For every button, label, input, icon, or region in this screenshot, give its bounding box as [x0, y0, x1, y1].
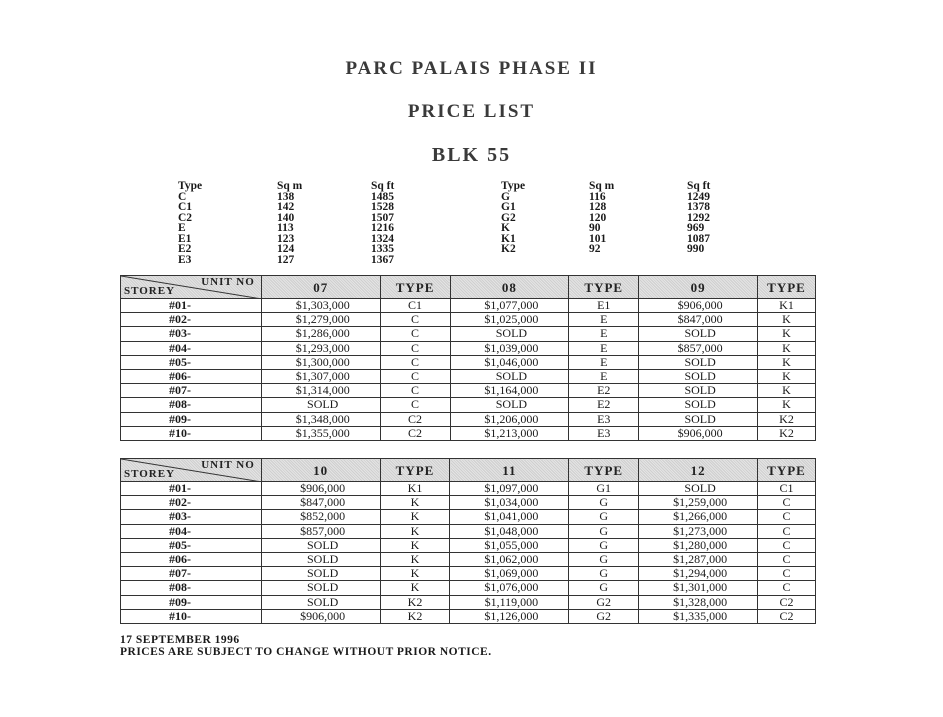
unit-area-sqft: 1249: [687, 190, 710, 203]
storey-cell: #09-: [121, 412, 262, 426]
table-row: [121, 609, 816, 623]
unit-area-sqm: 101: [589, 232, 607, 245]
storey-cell: #02-: [121, 313, 262, 327]
unit-area-sqm: 123: [277, 232, 295, 245]
price-cell: $1,041,000: [450, 510, 569, 524]
unit-type-code: E1: [178, 232, 192, 245]
unit-type-code: E3: [178, 253, 192, 266]
type-cell: K2: [758, 412, 816, 426]
price-cell: $852,000: [261, 510, 380, 524]
unit-area-sqm: 92: [589, 243, 601, 255]
price-cell: $906,000: [261, 609, 380, 623]
price-cell: $1,280,000: [639, 538, 758, 552]
type-cell: G: [569, 567, 639, 581]
unit-area-sqm: 124: [277, 243, 295, 255]
unit-types-right: [501, 181, 747, 255]
price-cell: $1,294,000: [639, 567, 758, 581]
table-row: [121, 567, 816, 581]
table-row: [121, 524, 816, 538]
unit-area-sqft: 1216: [371, 222, 394, 234]
price-cell: $1,097,000: [450, 482, 569, 496]
type-cell: K: [380, 567, 450, 581]
storey-cell: #01-: [121, 482, 262, 496]
price-cell: $1,307,000: [261, 369, 380, 383]
price-cell: $1,206,000: [450, 412, 569, 426]
price-cell: $1,348,000: [261, 412, 380, 426]
storey-cell: #06-: [121, 369, 262, 383]
price-cell: $1,259,000: [639, 496, 758, 510]
unit-area-sqm: 127: [277, 253, 295, 266]
type-cell: C2: [380, 412, 450, 426]
storey-cell: #04-: [121, 341, 262, 355]
unit-types-header: Sq m: [277, 180, 303, 192]
price-cell: SOLD: [639, 482, 758, 496]
unit-area-sqm: 142: [277, 201, 295, 213]
type-cell: K1: [758, 299, 816, 313]
column-header: 12: [639, 459, 758, 482]
unit-type-row: [501, 202, 747, 213]
price-cell: SOLD: [639, 369, 758, 383]
unit-types-header: Type: [501, 180, 526, 192]
storey-cell: #05-: [121, 355, 262, 369]
table-row: [121, 595, 816, 609]
type-cell: C: [758, 510, 816, 524]
price-cell: $1,300,000: [261, 355, 380, 369]
price-cell: $1,069,000: [450, 567, 569, 581]
unit-area-sqft: 1367: [371, 253, 394, 266]
type-cell: C: [758, 552, 816, 566]
storey-cell: #08-: [121, 581, 262, 595]
price-cell: $1,039,000: [450, 341, 569, 355]
table-row: [121, 398, 816, 412]
price-cell: $1,213,000: [450, 426, 569, 440]
price-cell: $1,335,000: [639, 609, 758, 623]
price-cell: $1,126,000: [450, 609, 569, 623]
block-heading: BLK 55: [431, 144, 512, 166]
type-cell: C: [758, 496, 816, 510]
storey-cell: #02-: [121, 496, 262, 510]
type-cell: E: [569, 341, 639, 355]
column-header: TYPE: [380, 276, 450, 299]
storey-cell: #10-: [121, 609, 262, 623]
unit-type-code: K: [501, 222, 510, 234]
unit-type-code: C: [178, 190, 187, 203]
price-cell: $1,077,000: [450, 299, 569, 313]
unit-area-sqm: 128: [589, 201, 607, 213]
type-cell: G2: [569, 595, 639, 609]
price-cell: $1,266,000: [639, 510, 758, 524]
table-row: [121, 426, 816, 440]
type-cell: G: [569, 510, 639, 524]
type-cell: E: [569, 369, 639, 383]
type-cell: K: [758, 398, 816, 412]
price-cell: $1,164,000: [450, 384, 569, 398]
unit-types-header: Sq ft: [371, 180, 395, 192]
unit-area-sqft: 1292: [687, 211, 710, 224]
type-cell: K: [758, 369, 816, 383]
unit-types-header-row: [178, 181, 431, 192]
price-cell: SOLD: [639, 355, 758, 369]
type-cell: K2: [380, 595, 450, 609]
unit-area-sqm: 116: [589, 190, 606, 203]
price-cell: $1,301,000: [639, 581, 758, 595]
unit-types-header: Sq ft: [687, 180, 711, 192]
price-cell: $1,286,000: [261, 327, 380, 341]
type-cell: K: [380, 552, 450, 566]
price-cell: $906,000: [639, 426, 758, 440]
type-cell: G: [569, 496, 639, 510]
unit-area-sqm: 140: [277, 211, 295, 224]
column-header: TYPE: [380, 459, 450, 482]
unit-area-sqft: 1528: [371, 201, 394, 213]
type-cell: G1: [569, 482, 639, 496]
price-cell: $1,062,000: [450, 552, 569, 566]
unit-type-code: K2: [501, 243, 516, 255]
type-cell: G: [569, 552, 639, 566]
unit-type-row: [501, 244, 747, 255]
price-cell: $857,000: [639, 341, 758, 355]
price-cell: $1,055,000: [450, 538, 569, 552]
unit-area-sqm: 120: [589, 211, 607, 224]
footer-notice: [120, 634, 492, 658]
unit-type-row: [178, 255, 431, 266]
price-cell: SOLD: [639, 398, 758, 412]
type-cell: E: [569, 313, 639, 327]
type-cell: K: [758, 341, 816, 355]
price-cell: $1,303,000: [261, 299, 380, 313]
price-cell: $1,025,000: [450, 313, 569, 327]
type-cell: E: [569, 355, 639, 369]
unit-type-code: E2: [178, 243, 192, 255]
corner-header: [121, 459, 262, 482]
price-cell: $847,000: [639, 313, 758, 327]
type-cell: C: [380, 398, 450, 412]
unit-type-row: [501, 213, 747, 224]
price-cell: $1,076,000: [450, 581, 569, 595]
price-cell: SOLD: [450, 327, 569, 341]
price-cell: $1,293,000: [261, 341, 380, 355]
price-cell: SOLD: [261, 595, 380, 609]
storey-cell: #09-: [121, 595, 262, 609]
type-cell: C: [380, 355, 450, 369]
type-cell: C: [758, 538, 816, 552]
storey-label: STOREY: [124, 285, 176, 297]
unit-area-sqft: 969: [687, 222, 705, 234]
type-cell: C: [758, 524, 816, 538]
storey-label: STOREY: [124, 468, 176, 480]
price-list-heading: PRICE LIST: [407, 101, 536, 122]
type-cell: E: [569, 327, 639, 341]
price-cell: SOLD: [261, 538, 380, 552]
type-cell: K: [758, 384, 816, 398]
type-cell: C: [758, 581, 816, 595]
type-cell: K2: [758, 426, 816, 440]
type-cell: E3: [569, 412, 639, 426]
unit-type-row: [178, 244, 431, 255]
storey-cell: #03-: [121, 327, 262, 341]
price-cell: SOLD: [261, 552, 380, 566]
column-header: TYPE: [758, 459, 816, 482]
table-row: [121, 384, 816, 398]
type-cell: K: [380, 510, 450, 524]
type-cell: K: [380, 581, 450, 595]
type-cell: K: [758, 313, 816, 327]
type-cell: K: [380, 538, 450, 552]
document-title: PARC PALAIS PHASE II: [345, 58, 598, 79]
type-cell: E3: [569, 426, 639, 440]
price-cell: $906,000: [261, 482, 380, 496]
type-cell: K: [380, 524, 450, 538]
column-header: TYPE: [569, 276, 639, 299]
unit-types-header: Type: [178, 180, 203, 192]
type-cell: C: [380, 369, 450, 383]
unit-type-code: G2: [501, 211, 516, 224]
type-cell: C: [380, 341, 450, 355]
column-header: 09: [639, 276, 758, 299]
price-cell: $847,000: [261, 496, 380, 510]
unit-types-header: Sq m: [589, 180, 615, 192]
unit-type-code: G: [501, 190, 510, 203]
unit-type-row: [501, 223, 747, 234]
price-cell: $906,000: [639, 299, 758, 313]
column-header: TYPE: [569, 459, 639, 482]
table-row: [121, 482, 816, 496]
type-cell: C2: [758, 609, 816, 623]
price-cell: SOLD: [639, 327, 758, 341]
type-cell: K: [758, 355, 816, 369]
unit-area-sqft: 1485: [371, 190, 394, 203]
unit-area-sqm: 90: [589, 222, 601, 234]
type-cell: K2: [380, 609, 450, 623]
table-row: [121, 581, 816, 595]
type-cell: C2: [380, 426, 450, 440]
column-header: 11: [450, 459, 569, 482]
storey-cell: #07-: [121, 567, 262, 581]
table-row: [121, 355, 816, 369]
unit-types-left: [178, 181, 431, 265]
table-row: [121, 412, 816, 426]
table-row: [121, 341, 816, 355]
price-cell: $857,000: [261, 524, 380, 538]
storey-cell: #04-: [121, 524, 262, 538]
unit-area-sqft: 1507: [371, 211, 394, 224]
unit-area-sqm: 113: [277, 222, 294, 234]
unit-area-sqft: 1087: [687, 232, 710, 245]
table-row: [121, 510, 816, 524]
price-cell: $1,328,000: [639, 595, 758, 609]
price-cell: $1,034,000: [450, 496, 569, 510]
unit-type-code: C2: [178, 211, 193, 224]
price-cell: SOLD: [261, 398, 380, 412]
column-header: 08: [450, 276, 569, 299]
price-table-units-10-12: [120, 458, 816, 624]
type-cell: C1: [380, 299, 450, 313]
unit-type-code: K1: [501, 232, 516, 245]
table-row: [121, 496, 816, 510]
unit-no-label: UNIT NO: [201, 276, 255, 288]
type-cell: G: [569, 581, 639, 595]
price-cell: $1,046,000: [450, 355, 569, 369]
unit-area-sqft: 1378: [687, 201, 710, 213]
storey-cell: #05-: [121, 538, 262, 552]
price-cell: SOLD: [261, 567, 380, 581]
type-cell: G2: [569, 609, 639, 623]
column-header: 07: [261, 276, 380, 299]
type-cell: G: [569, 538, 639, 552]
table-row: [121, 552, 816, 566]
type-cell: E2: [569, 384, 639, 398]
price-cell: $1,048,000: [450, 524, 569, 538]
price-cell: $1,287,000: [639, 552, 758, 566]
table-row: [121, 299, 816, 313]
price-cell: $1,273,000: [639, 524, 758, 538]
unit-no-label: UNIT NO: [201, 459, 255, 471]
price-cell: SOLD: [639, 384, 758, 398]
price-cell: $1,279,000: [261, 313, 380, 327]
type-cell: K1: [380, 482, 450, 496]
table-row: [121, 327, 816, 341]
unit-area-sqft: 1324: [371, 232, 394, 245]
storey-cell: #07-: [121, 384, 262, 398]
unit-area-sqm: 138: [277, 190, 295, 203]
unit-types-header-row: [501, 181, 747, 192]
table-row: [121, 538, 816, 552]
price-cell: SOLD: [450, 369, 569, 383]
type-cell: C: [380, 327, 450, 341]
price-cell: SOLD: [261, 581, 380, 595]
footer-disclaimer: PRICES ARE SUBJECT TO CHANGE WITHOUT PRIOR NOTICE.: [120, 646, 492, 658]
storey-cell: #06-: [121, 552, 262, 566]
type-cell: C2: [758, 595, 816, 609]
unit-type-code: E: [178, 222, 186, 234]
storey-cell: #01-: [121, 299, 262, 313]
type-cell: E1: [569, 299, 639, 313]
column-header: 10: [261, 459, 380, 482]
type-cell: C: [380, 313, 450, 327]
unit-type-row: [501, 192, 747, 203]
storey-cell: #08-: [121, 398, 262, 412]
unit-area-sqft: 1335: [371, 243, 394, 255]
unit-type-row: [178, 223, 431, 234]
table-row: [121, 369, 816, 383]
price-cell: $1,314,000: [261, 384, 380, 398]
type-cell: K: [380, 496, 450, 510]
price-cell: SOLD: [450, 398, 569, 412]
price-cell: $1,355,000: [261, 426, 380, 440]
unit-type-code: G1: [501, 201, 516, 213]
corner-header: [121, 276, 262, 299]
type-cell: C: [380, 384, 450, 398]
unit-type-row: [501, 234, 747, 245]
type-cell: K: [758, 327, 816, 341]
unit-area-sqft: 990: [687, 243, 705, 255]
type-cell: E2: [569, 398, 639, 412]
storey-cell: #03-: [121, 510, 262, 524]
type-cell: C1: [758, 482, 816, 496]
price-cell: $1,119,000: [450, 595, 569, 609]
storey-cell: #10-: [121, 426, 262, 440]
column-header: TYPE: [758, 276, 816, 299]
unit-type-code: C1: [178, 201, 193, 213]
type-cell: G: [569, 524, 639, 538]
footer-date: 17 SEPTEMBER 1996: [120, 634, 240, 646]
table-row: [121, 313, 816, 327]
type-cell: C: [758, 567, 816, 581]
price-table-units-07-09: [120, 275, 816, 441]
price-cell: SOLD: [639, 412, 758, 426]
unit-type-row: [178, 202, 431, 213]
